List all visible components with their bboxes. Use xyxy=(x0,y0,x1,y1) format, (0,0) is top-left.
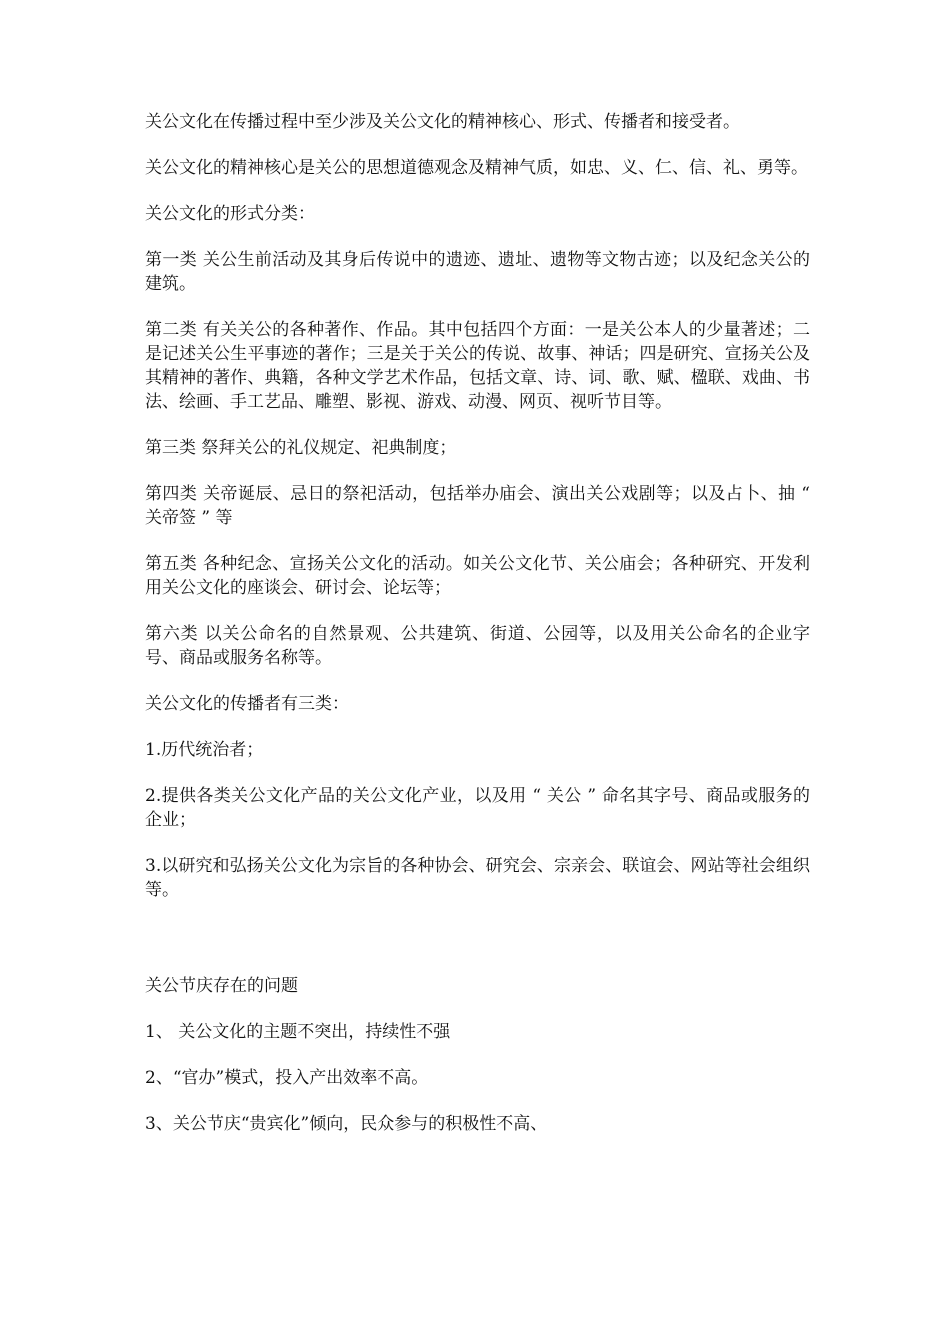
problem-item-2: 2、“官办”模式，投入产出效率不高。 xyxy=(145,1068,429,1088)
paragraph-spirit-core: 关公文化的精神核心是关公的思想道德观念及精神气质，如忠、义、仁、信、礼、勇等。 xyxy=(145,158,808,178)
problem-item-3: 3、关公节庆“贵宾化”倾向，民众参与的积极性不高、 xyxy=(145,1114,548,1134)
paragraph-disseminator-2: 2.提供各类关公文化产品的关公文化产业，以及用 “ 关公 ” 命名其字号、商品或服务的企业； xyxy=(145,786,810,830)
paragraph-category-1: 第一类 关公生前活动及其身后传说中的遗迹、遗址、遗物等文物古迹；以及纪念关公的建筑。 xyxy=(145,250,810,294)
paragraph-category-6: 第六类 以关公命名的自然景观、公共建筑、街道、公园等，以及用关公命名的企业字号、商品或服务名称等。 xyxy=(145,624,810,668)
section-spacer xyxy=(145,924,810,974)
problem-item-1: 1、 关公文化的主题不突出，持续性不强 xyxy=(145,1022,451,1042)
paragraph-category-5: 第五类 各种纪念、宣扬关公文化的活动。如关公文化节、关公庙会；各种研究、开发利用关公文化的座谈会、研讨会、论坛等； xyxy=(145,554,810,598)
document-page xyxy=(145,110,810,1158)
paragraph-disseminator-1: 1.历代统治者； xyxy=(145,740,264,760)
problems-heading: 关公节庆存在的问题 xyxy=(145,976,298,996)
paragraph-category-3: 第三类 祭拜关公的礼仪规定、祀典制度； xyxy=(145,438,457,458)
paragraph-intro: 关公文化在传播过程中至少涉及关公文化的精神核心、形式、传播者和接受者。 xyxy=(145,112,740,132)
paragraph-category-2: 第二类 有关关公的各种著作、作品。其中包括四个方面：一是关公本人的少量著述；二是记述关公生平事迹的著作；三是关于关公的传说、故事、神话；四是研究、宣扬关公及其精神的著作、典籍，各种文学艺术作品，包括文章、诗、词、歌、赋、楹联、戏曲、书法、绘画、手工艺品、雕塑、影视、游戏、动漫、网页、视听节目等。 xyxy=(145,320,810,412)
paragraph-form-heading: 关公文化的形式分类： xyxy=(145,204,315,224)
paragraph-disseminators-heading: 关公文化的传播者有三类： xyxy=(145,694,349,714)
paragraph-category-4: 第四类 关帝诞辰、忌日的祭祀活动，包括举办庙会、演出关公戏剧等；以及占卜、抽 “ 关帝签 ” 等 xyxy=(145,484,810,528)
paragraph-disseminator-3: 3.以研究和弘扬关公文化为宗旨的各种协会、研究会、宗亲会、联谊会、网站等社会组织等。 xyxy=(145,856,810,900)
